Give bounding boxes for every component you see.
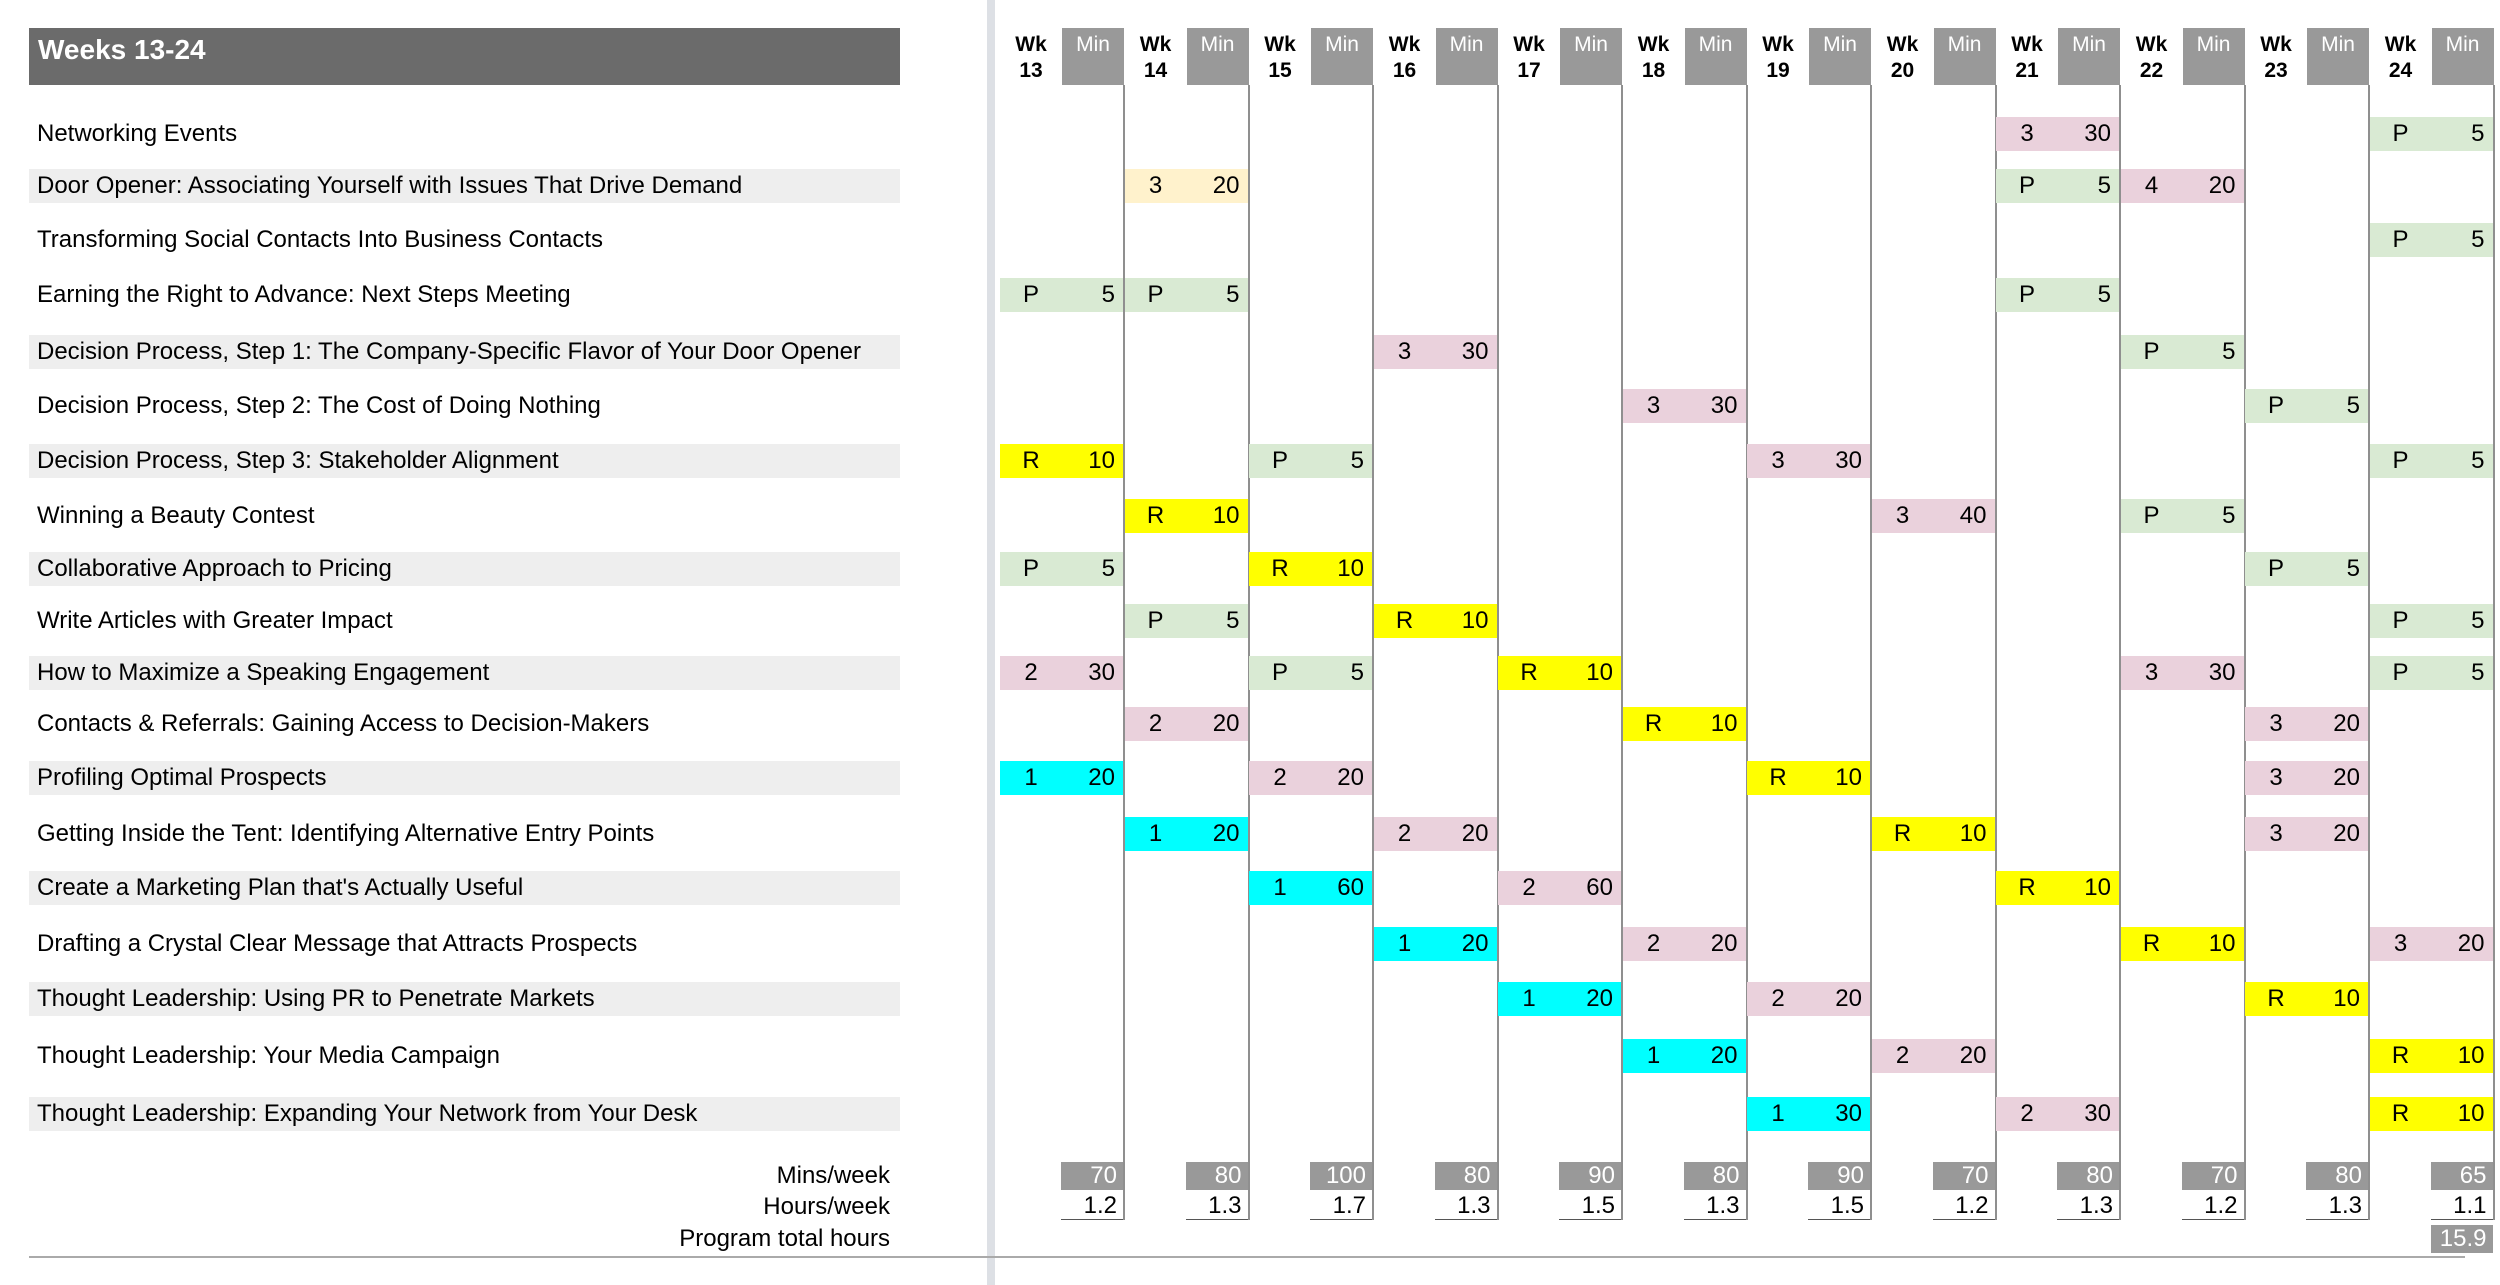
session-code: 2 bbox=[1397, 820, 1412, 847]
session-code: 2 bbox=[1024, 659, 1038, 686]
schedule-cell[interactable] bbox=[1125, 817, 1248, 851]
session-code: P bbox=[2392, 607, 2409, 634]
session-minutes: 30 bbox=[1710, 392, 1738, 419]
schedule-cell[interactable] bbox=[1249, 552, 1372, 586]
column-rule bbox=[2244, 85, 2246, 1220]
week-number: 24 bbox=[2388, 59, 2413, 82]
mins-per-week-value: 80 bbox=[1186, 1162, 1248, 1190]
session-minutes: 10 bbox=[2457, 1100, 2485, 1127]
schedule-cell[interactable] bbox=[1996, 871, 2119, 905]
session-minutes: 5 bbox=[1101, 555, 1115, 582]
week-number: 17 bbox=[1517, 59, 1541, 82]
week-header-17 bbox=[1498, 32, 1560, 84]
schedule-cell[interactable] bbox=[1249, 761, 1372, 795]
session-code: 2 bbox=[1895, 1042, 1910, 1069]
schedule-cell[interactable] bbox=[2245, 389, 2368, 423]
column-rule bbox=[1746, 85, 1748, 1220]
week-number: 15 bbox=[1268, 59, 1292, 82]
schedule-cell[interactable] bbox=[1872, 817, 1995, 851]
schedule-cell[interactable] bbox=[1498, 982, 1621, 1016]
session-code: 1 bbox=[1148, 820, 1163, 847]
week-label: Wk bbox=[1264, 33, 1296, 56]
schedule-cell[interactable] bbox=[1000, 656, 1123, 690]
session-code: 4 bbox=[2144, 172, 2159, 199]
session-minutes: 20 bbox=[1461, 930, 1489, 957]
session-code: 3 bbox=[1148, 172, 1163, 199]
session-minutes: 30 bbox=[2084, 120, 2111, 147]
schedule-cell[interactable] bbox=[1996, 117, 2119, 151]
mins-per-week-value: 100 bbox=[1310, 1162, 1372, 1190]
session-code: 1 bbox=[1273, 874, 1287, 901]
schedule-cell[interactable] bbox=[1996, 278, 2119, 312]
session-minutes: 40 bbox=[1959, 502, 1987, 529]
week-label: Wk bbox=[1637, 33, 1670, 56]
session-code: 1 bbox=[1024, 764, 1038, 791]
row-label: Thought Leadership: Expanding Your Network from Your Desk bbox=[29, 1097, 900, 1131]
session-minutes: 5 bbox=[2346, 392, 2360, 419]
min-header: Min bbox=[1436, 28, 1498, 85]
week-header-20 bbox=[1872, 32, 1934, 84]
column-rule bbox=[1372, 85, 1374, 1220]
schedule-cell[interactable] bbox=[2121, 169, 2244, 203]
min-header: Min bbox=[1311, 28, 1373, 85]
schedule-cell[interactable] bbox=[1000, 278, 1123, 312]
hours-per-week-value: 1.3 bbox=[2306, 1192, 2368, 1220]
week-header-23 bbox=[2245, 32, 2307, 84]
row-label: Earning the Right to Advance: Next Steps Meeting bbox=[37, 281, 571, 308]
schedule-cell[interactable] bbox=[2370, 444, 2493, 478]
session-minutes: 5 bbox=[2471, 607, 2485, 634]
schedule-cell[interactable] bbox=[1498, 871, 1621, 905]
session-minutes: 20 bbox=[1212, 710, 1240, 737]
week-number: 16 bbox=[1392, 59, 1417, 82]
schedule-cell[interactable] bbox=[1000, 761, 1123, 795]
week-number: 22 bbox=[2139, 59, 2164, 82]
session-code: P bbox=[2018, 281, 2035, 308]
schedule-cell[interactable] bbox=[2370, 117, 2493, 151]
schedule-cell[interactable] bbox=[1000, 552, 1123, 586]
session-code: P bbox=[1147, 281, 1164, 308]
schedule-cell[interactable] bbox=[1374, 817, 1497, 851]
mins-per-week-value: 70 bbox=[2182, 1162, 2244, 1190]
pane-divider[interactable] bbox=[987, 0, 995, 1285]
week-header-24 bbox=[2370, 32, 2432, 84]
session-minutes: 5 bbox=[1226, 281, 1240, 308]
row-label: Profiling Optimal Prospects bbox=[29, 761, 900, 795]
mins-per-week-value: 80 bbox=[2306, 1162, 2368, 1190]
schedule-cell[interactable] bbox=[2245, 761, 2368, 795]
schedule-cell[interactable] bbox=[2245, 817, 2368, 851]
session-code: P bbox=[2267, 392, 2284, 419]
session-code: 2 bbox=[1771, 985, 1785, 1012]
session-code: 2 bbox=[1273, 764, 1287, 791]
week-number: 14 bbox=[1143, 59, 1168, 82]
session-code: 2 bbox=[1148, 710, 1163, 737]
session-minutes: 30 bbox=[2208, 659, 2236, 686]
session-minutes: 10 bbox=[2333, 985, 2360, 1012]
schedule-cell[interactable] bbox=[2245, 982, 2368, 1016]
week-header-19 bbox=[1747, 32, 1809, 84]
session-code: 2 bbox=[1522, 874, 1536, 901]
session-code: P bbox=[2018, 172, 2035, 199]
hours-per-week-value: 1.2 bbox=[1061, 1192, 1123, 1220]
session-minutes: 5 bbox=[2471, 120, 2485, 147]
schedule-cell[interactable] bbox=[2245, 707, 2368, 741]
session-code: 2 bbox=[1646, 930, 1661, 957]
session-code: 3 bbox=[1771, 447, 1785, 474]
session-minutes: 20 bbox=[2208, 172, 2236, 199]
row-label: Thought Leadership: Your Media Campaign bbox=[37, 1042, 500, 1069]
schedule-cell[interactable] bbox=[2245, 552, 2368, 586]
session-minutes: 10 bbox=[2084, 874, 2111, 901]
mins-per-week-value: 70 bbox=[1933, 1162, 1995, 1190]
session-minutes: 20 bbox=[1710, 1042, 1738, 1069]
hours-per-week-value: 1.7 bbox=[1310, 1192, 1372, 1220]
session-minutes: 20 bbox=[2333, 764, 2360, 791]
row-label: Winning a Beauty Contest bbox=[37, 502, 315, 529]
session-minutes: 20 bbox=[2333, 820, 2360, 847]
mins-per-week-value: 80 bbox=[1435, 1162, 1497, 1190]
schedule-cell[interactable] bbox=[1623, 927, 1746, 961]
week-label: Wk bbox=[2384, 33, 2417, 56]
session-code: P bbox=[1271, 659, 1288, 686]
session-code: R bbox=[1022, 447, 1040, 474]
session-minutes: 5 bbox=[1226, 607, 1240, 634]
session-code: 1 bbox=[1771, 1100, 1785, 1127]
mins-per-week-value: 90 bbox=[1808, 1162, 1870, 1190]
session-minutes: 5 bbox=[1350, 447, 1364, 474]
week-header-21 bbox=[1996, 32, 2058, 84]
session-minutes: 20 bbox=[1212, 820, 1240, 847]
hours-per-week-value: 1.5 bbox=[1559, 1192, 1621, 1220]
session-code: 3 bbox=[1646, 392, 1661, 419]
session-minutes: 20 bbox=[1959, 1042, 1987, 1069]
column-rule bbox=[2119, 85, 2121, 1220]
min-header: Min bbox=[1934, 28, 1996, 85]
hours-per-week-value: 1.3 bbox=[2057, 1192, 2119, 1220]
week-label: Wk bbox=[1015, 33, 1047, 56]
column-rule bbox=[1497, 85, 1499, 1220]
row-label: Door Opener: Associating Yourself with Issues That Drive Demand bbox=[29, 169, 900, 203]
session-minutes: 5 bbox=[1350, 659, 1364, 686]
session-minutes: 20 bbox=[2457, 930, 2485, 957]
schedule-cell[interactable] bbox=[1747, 761, 1870, 795]
session-minutes: 20 bbox=[1586, 985, 1613, 1012]
week-number: 21 bbox=[2015, 59, 2039, 82]
session-minutes: 10 bbox=[1586, 659, 1613, 686]
session-minutes: 5 bbox=[2471, 659, 2485, 686]
hours-per-week-value: 1.3 bbox=[1684, 1192, 1746, 1220]
schedule-cell[interactable] bbox=[2121, 499, 2244, 533]
session-minutes: 5 bbox=[2222, 502, 2236, 529]
session-code: R bbox=[1395, 607, 1414, 634]
schedule-cell[interactable] bbox=[1374, 335, 1497, 369]
schedule-cell[interactable] bbox=[1125, 499, 1248, 533]
session-code: R bbox=[2391, 1100, 2410, 1127]
session-code: 3 bbox=[2144, 659, 2159, 686]
row-label: Thought Leadership: Using PR to Penetrate Markets bbox=[29, 982, 900, 1016]
week-label: Wk bbox=[1886, 33, 1919, 56]
schedule-cell[interactable] bbox=[2370, 1097, 2493, 1131]
min-header: Min bbox=[1187, 28, 1249, 85]
session-code: R bbox=[2267, 985, 2285, 1012]
column-rule bbox=[1248, 85, 1250, 1220]
page-title: Weeks 13-24 bbox=[29, 28, 900, 85]
hours-per-week-value: 1.2 bbox=[2182, 1192, 2244, 1220]
week-header-13 bbox=[1000, 32, 1062, 84]
row-label: Networking Events bbox=[37, 120, 238, 147]
session-code: 1 bbox=[1522, 985, 1536, 1012]
session-minutes: 10 bbox=[1212, 502, 1240, 529]
min-header: Min bbox=[1062, 28, 1124, 85]
week-label: Wk bbox=[1139, 33, 1172, 56]
week-header-14 bbox=[1125, 32, 1187, 84]
session-code: R bbox=[1893, 820, 1912, 847]
week-number: 20 bbox=[1890, 59, 1915, 82]
session-minutes: 5 bbox=[2471, 226, 2485, 253]
schedule-cell[interactable] bbox=[1996, 169, 2119, 203]
min-header: Min bbox=[2307, 28, 2369, 85]
bottom-rule bbox=[29, 1256, 2465, 1258]
session-minutes: 5 bbox=[2471, 447, 2485, 474]
week-label: Wk bbox=[1762, 33, 1794, 56]
schedule-cell[interactable] bbox=[1249, 444, 1372, 478]
session-minutes: 10 bbox=[2208, 930, 2236, 957]
min-header: Min bbox=[2058, 28, 2120, 85]
schedule-cell[interactable] bbox=[1249, 871, 1372, 905]
session-code: 1 bbox=[1397, 930, 1412, 957]
session-code: P bbox=[1022, 555, 1039, 582]
session-code: 3 bbox=[1397, 338, 1412, 365]
session-code: 3 bbox=[2269, 764, 2283, 791]
session-minutes: 30 bbox=[1461, 338, 1489, 365]
schedule-cell[interactable] bbox=[1747, 1097, 1870, 1131]
mins-per-week-label: Mins/week bbox=[776, 1162, 890, 1189]
session-minutes: 20 bbox=[1212, 172, 1240, 199]
session-code: 3 bbox=[2393, 930, 2408, 957]
session-minutes: 5 bbox=[1101, 281, 1115, 308]
schedule-cell[interactable] bbox=[1623, 1039, 1746, 1073]
row-label: Transforming Social Contacts Into Business Contacts bbox=[37, 226, 604, 253]
hours-per-week-value: 1.5 bbox=[1808, 1192, 1870, 1220]
session-code: R bbox=[2391, 1042, 2410, 1069]
week-label: Wk bbox=[1388, 33, 1421, 56]
schedule-cell[interactable] bbox=[1623, 389, 1746, 423]
week-number: 19 bbox=[1766, 59, 1790, 82]
mins-per-week-value: 65 bbox=[2431, 1162, 2493, 1190]
session-code: 3 bbox=[1895, 502, 1910, 529]
schedule-cell[interactable] bbox=[1747, 444, 1870, 478]
mins-per-week-value: 70 bbox=[1061, 1162, 1123, 1190]
session-minutes: 10 bbox=[1959, 820, 1987, 847]
schedule-cell[interactable] bbox=[1125, 169, 1248, 203]
schedule-cell[interactable] bbox=[1623, 707, 1746, 741]
schedule-cell[interactable] bbox=[1249, 656, 1372, 690]
session-code: 3 bbox=[2269, 710, 2283, 737]
session-code: R bbox=[1644, 710, 1663, 737]
program-total-label: Program total hours bbox=[679, 1225, 890, 1252]
min-header: Min bbox=[1685, 28, 1747, 85]
row-label: Decision Process, Step 3: Stakeholder Alignment bbox=[29, 444, 900, 478]
column-rule bbox=[1995, 85, 1997, 1220]
schedule-cell[interactable] bbox=[2370, 1039, 2493, 1073]
row-label: How to Maximize a Speaking Engagement bbox=[29, 656, 900, 690]
schedule-cell[interactable] bbox=[1125, 278, 1248, 312]
hours-per-week-value: 1.3 bbox=[1435, 1192, 1497, 1220]
session-minutes: 60 bbox=[1586, 874, 1613, 901]
column-rule bbox=[1123, 85, 1125, 1220]
mins-per-week-value: 80 bbox=[1684, 1162, 1746, 1190]
schedule-cell[interactable] bbox=[2121, 656, 2244, 690]
schedule-cell[interactable] bbox=[1374, 604, 1497, 638]
session-minutes: 30 bbox=[1088, 659, 1115, 686]
schedule-cell[interactable] bbox=[2121, 927, 2244, 961]
session-minutes: 20 bbox=[1337, 764, 1364, 791]
schedule-cell[interactable] bbox=[1872, 499, 1995, 533]
session-minutes: 10 bbox=[2457, 1042, 2485, 1069]
schedule-cell[interactable] bbox=[1374, 927, 1497, 961]
row-label: Drafting a Crystal Clear Message that Attracts Prospects bbox=[37, 930, 638, 957]
week-label: Wk bbox=[2260, 33, 2292, 56]
session-code: P bbox=[2143, 338, 2160, 365]
min-header: Min bbox=[1560, 28, 1622, 85]
week-number: 23 bbox=[2264, 59, 2288, 82]
session-code: 3 bbox=[2269, 820, 2283, 847]
session-code: P bbox=[2392, 447, 2409, 474]
week-header-15 bbox=[1249, 32, 1311, 84]
session-code: 3 bbox=[2020, 120, 2034, 147]
week-header-16 bbox=[1374, 32, 1436, 84]
session-code: P bbox=[1022, 281, 1039, 308]
row-label: Decision Process, Step 1: The Company-Specific Flavor of Your Door Opener bbox=[29, 335, 900, 369]
session-minutes: 5 bbox=[2097, 281, 2111, 308]
session-minutes: 20 bbox=[1461, 820, 1489, 847]
row-label: Decision Process, Step 2: The Cost of Doing Nothing bbox=[37, 392, 601, 419]
week-header-22 bbox=[2121, 32, 2183, 84]
session-code: P bbox=[2392, 226, 2409, 253]
mins-per-week-value: 80 bbox=[2057, 1162, 2119, 1190]
week-number: 13 bbox=[1019, 59, 1043, 82]
mins-per-week-value: 90 bbox=[1559, 1162, 1621, 1190]
program-total-value: 15.9 bbox=[2431, 1225, 2493, 1253]
week-number: 18 bbox=[1641, 59, 1666, 82]
session-code: P bbox=[2392, 120, 2409, 147]
session-code: R bbox=[1769, 764, 1787, 791]
min-header: Min bbox=[2183, 28, 2245, 85]
session-code: 2 bbox=[2020, 1100, 2034, 1127]
schedule-cell[interactable] bbox=[1996, 1097, 2119, 1131]
hours-per-week-value: 1.2 bbox=[1933, 1192, 1995, 1220]
session-code: P bbox=[1147, 607, 1164, 634]
min-header: Min bbox=[2432, 28, 2494, 85]
row-label: Getting Inside the Tent: Identifying Alternative Entry Points bbox=[37, 820, 655, 847]
session-minutes: 10 bbox=[1710, 710, 1738, 737]
week-label: Wk bbox=[1513, 33, 1545, 56]
session-code: R bbox=[2142, 930, 2161, 957]
session-code: 1 bbox=[1646, 1042, 1661, 1069]
min-header: Min bbox=[1809, 28, 1871, 85]
row-label: Create a Marketing Plan that's Actually Useful bbox=[29, 871, 900, 905]
week-label: Wk bbox=[2135, 33, 2168, 56]
session-code: R bbox=[1146, 502, 1165, 529]
session-code: P bbox=[2143, 502, 2160, 529]
session-minutes: 5 bbox=[2222, 338, 2236, 365]
schedule-cell[interactable] bbox=[2370, 604, 2493, 638]
hours-per-week-label: Hours/week bbox=[763, 1193, 890, 1220]
schedule-cell[interactable] bbox=[1872, 1039, 1995, 1073]
session-minutes: 30 bbox=[2084, 1100, 2111, 1127]
session-minutes: 10 bbox=[1461, 607, 1489, 634]
schedule-cell[interactable] bbox=[1498, 656, 1621, 690]
row-label: Contacts & Referrals: Gaining Access to Decision-Makers bbox=[37, 710, 650, 737]
session-minutes: 10 bbox=[1088, 447, 1115, 474]
hours-per-week-value: 1.3 bbox=[1186, 1192, 1248, 1220]
session-code: R bbox=[1520, 659, 1538, 686]
session-minutes: 20 bbox=[1088, 764, 1115, 791]
session-code: R bbox=[1271, 555, 1289, 582]
session-minutes: 60 bbox=[1337, 874, 1364, 901]
session-code: P bbox=[1271, 447, 1288, 474]
hours-per-week-value: 1.1 bbox=[2431, 1192, 2493, 1220]
schedule-cell[interactable] bbox=[1125, 604, 1248, 638]
row-label: Write Articles with Greater Impact bbox=[37, 607, 393, 634]
session-minutes: 10 bbox=[1835, 764, 1862, 791]
session-minutes: 20 bbox=[1710, 930, 1738, 957]
session-minutes: 5 bbox=[2346, 555, 2360, 582]
schedule-cell[interactable] bbox=[2370, 223, 2493, 257]
week-label: Wk bbox=[2011, 33, 2043, 56]
session-code: P bbox=[2267, 555, 2284, 582]
session-minutes: 30 bbox=[1835, 447, 1862, 474]
schedule-cell[interactable] bbox=[1125, 707, 1248, 741]
schedule-cell[interactable] bbox=[2121, 335, 2244, 369]
session-minutes: 5 bbox=[2097, 172, 2111, 199]
session-code: P bbox=[2392, 659, 2409, 686]
schedule-cell[interactable] bbox=[1000, 444, 1123, 478]
schedule-cell[interactable] bbox=[1747, 982, 1870, 1016]
schedule-cell[interactable] bbox=[2370, 656, 2493, 690]
session-minutes: 20 bbox=[1835, 985, 1862, 1012]
schedule-cell[interactable] bbox=[2370, 927, 2493, 961]
session-code: R bbox=[2018, 874, 2036, 901]
week-header-18 bbox=[1623, 32, 1685, 84]
row-label: Collaborative Approach to Pricing bbox=[29, 552, 900, 586]
session-minutes: 30 bbox=[1835, 1100, 1862, 1127]
column-rule bbox=[2493, 85, 2495, 1220]
session-minutes: 10 bbox=[1337, 555, 1364, 582]
session-minutes: 20 bbox=[2333, 710, 2360, 737]
